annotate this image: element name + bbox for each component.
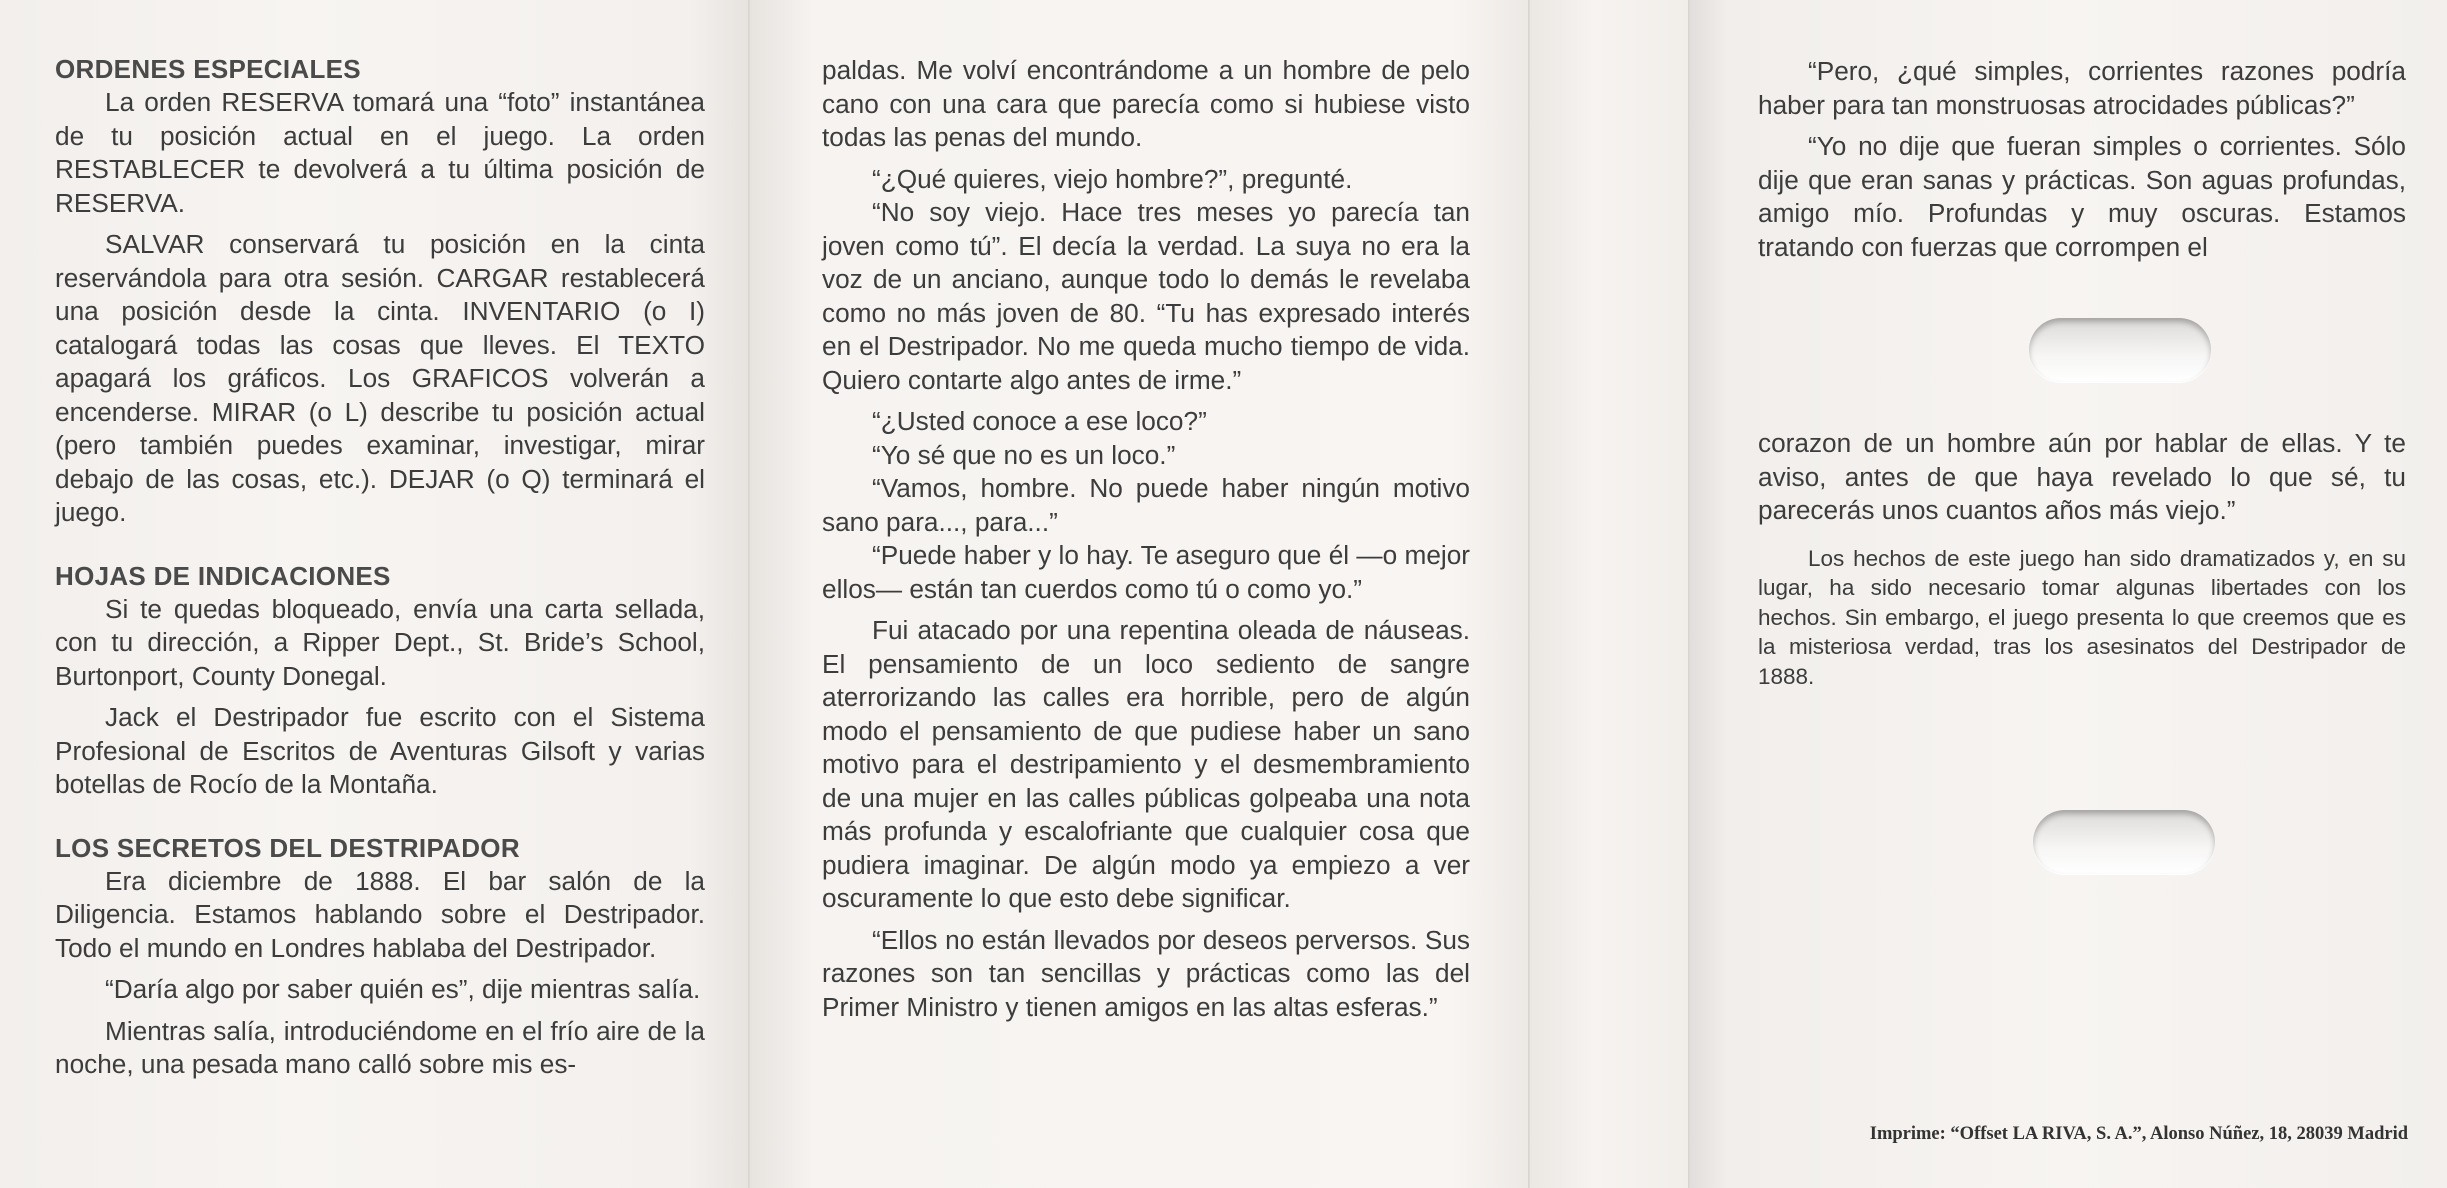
paragraph: Mientras salía, introduciéndome en el frío aire de la noche, una pesada mano calló sobre mis es- bbox=[55, 1015, 705, 1079]
paragraph: “¿Qué quieres, viejo hombre?”, pregunté. bbox=[872, 163, 1353, 194]
leaflet-spine-panel bbox=[1530, 0, 1690, 1188]
paragraph: “¿Usted conoce a ese loco?” bbox=[872, 406, 1207, 436]
paragraph: corazon de un hombre aún por hablar de ellas. Y te aviso, antes de que haya revelado lo que sé, tu parecerás unos cuantos años más viejo.” bbox=[1758, 428, 2406, 525]
paragraph: “No soy viejo. Hace tres meses yo parecía tan joven como tú”. El decía la verdad. La suya no era la voz de un anciano, aunque todo lo demás le revelaba como no más joven de 80. “Tu has expresado interés en el Destripador. No me queda mucho tiempo de vida. Quiero contarte algo antes de irme.” bbox=[822, 197, 1470, 395]
paragraph: Fui atacado por una repentina oleada de náuseas. El pensamiento de un loco sediento de sangre aterrorizando las calles era horrible, pero de algún modo el pensamiento de que pudiese haber un sano motivo para el destripamiento y el desmembramiento de una mujer en las calles públicas golpeaba una nota más profunda y escalofriante que cualquier cosa que pudiera imaginar. De algún modo ya empiezo a ver oscuramente lo que esto debe significar. bbox=[822, 615, 1470, 913]
section-title-hojas: HOJAS DE INDICACIONES bbox=[55, 560, 391, 591]
section-title-secretos: LOS SECRETOS DEL DESTRIPADOR bbox=[55, 832, 520, 863]
cassette-spindle-hole bbox=[2029, 318, 2211, 382]
leaflet-panel-1 bbox=[0, 0, 750, 1188]
paragraph: Si te quedas bloqueado, envía una carta sellada, con tu dirección, a Ripper Dept., St. Bride’s School, Burtonport, County Donegal. bbox=[55, 593, 705, 691]
paragraph: paldas. Me volví encontrándome a un hombre de pelo cano con una cara que parecía como si hubiese visto todas las penas del mundo. bbox=[822, 55, 1470, 152]
cassette-spindle-hole bbox=[2033, 810, 2215, 874]
paragraph: Era diciembre de 1888. El bar salón de la Diligencia. Estamos hablando sobre el Destripador. Todo el mundo en Londres hablaba del Destripador. bbox=[55, 865, 705, 963]
section-title-ordenes: ORDENES ESPECIALES bbox=[55, 54, 361, 84]
panel-2-text bbox=[822, 54, 1470, 1024]
paragraph: “Ellos no están llevados por deseos perversos. Sus razones son tan sencillas y prácticas como las del Primer Ministro y tienen amigos en las altas esferas.” bbox=[822, 924, 1470, 1022]
paragraph: “Yo no dije que fueran simples o corrientes. Sólo dije que eran sanas y prácticas. Son aguas profundas, amigo mío. Profundas y muy oscuras. Estamos tratando con fuerzas que corrompen el bbox=[1758, 131, 2406, 262]
paragraph: “Yo sé que no es un loco.” bbox=[872, 439, 1176, 470]
paragraph: SALVAR conservará tu posición en la cinta reservándola para otra sesión. CARGAR restablecerá una posición desde la cinta. INVENTARIO (o I) catalogará todas las cosas que lleves. El TEXTO apagará los gráficos. Los GRAFICOS volverán a encenderse. MIRAR (o L) describe tu posición actual (pero también puedes examinar, investigar, mirar debajo de las cosas, etc.). DEJAR (o Q) terminará el juego. bbox=[55, 229, 705, 527]
panel-1-text bbox=[55, 53, 705, 1082]
disclaimer-note: Los hechos de este juego han sido dramatizados y, en su lugar, ha sido necesario tomar algunas libertades con los hechos. Sin embargo, el juego presenta lo que creemos que es la misteriosa verdad, tras los asesinatos del Destripador de 1888. bbox=[1758, 545, 2406, 689]
paragraph: Jack el Destripador fue escrito con el Sistema Profesional de Escritos de Aventuras Gilsoft y varias botellas de Rocío de la Montaña. bbox=[55, 702, 705, 799]
paragraph: “Puede haber y lo hay. Te aseguro que él —o mejor ellos— están tan cuerdos como tú o como yo.” bbox=[822, 540, 1470, 604]
paragraph: “Pero, ¿qué simples, corrientes razones podría haber para tan monstruosas atrocidades públicas?” bbox=[1758, 56, 2406, 120]
printer-credit: Imprime: “Offset LA RIVA, S. A.”, Alonso Núñez, 18, 28039 Madrid bbox=[1869, 1124, 2408, 1144]
paragraph: “Vamos, hombre. No puede haber ningún motivo sano para..., para...” bbox=[822, 473, 1470, 537]
paragraph: “Daría algo por saber quién es”, dije mientras salía. bbox=[105, 974, 701, 1004]
paragraph: La orden RESERVA tomará una “foto” instantánea de tu posición actual en el juego. La orden RESTABLECER te devolverá a tu última posición de RESERVA. bbox=[55, 87, 705, 218]
